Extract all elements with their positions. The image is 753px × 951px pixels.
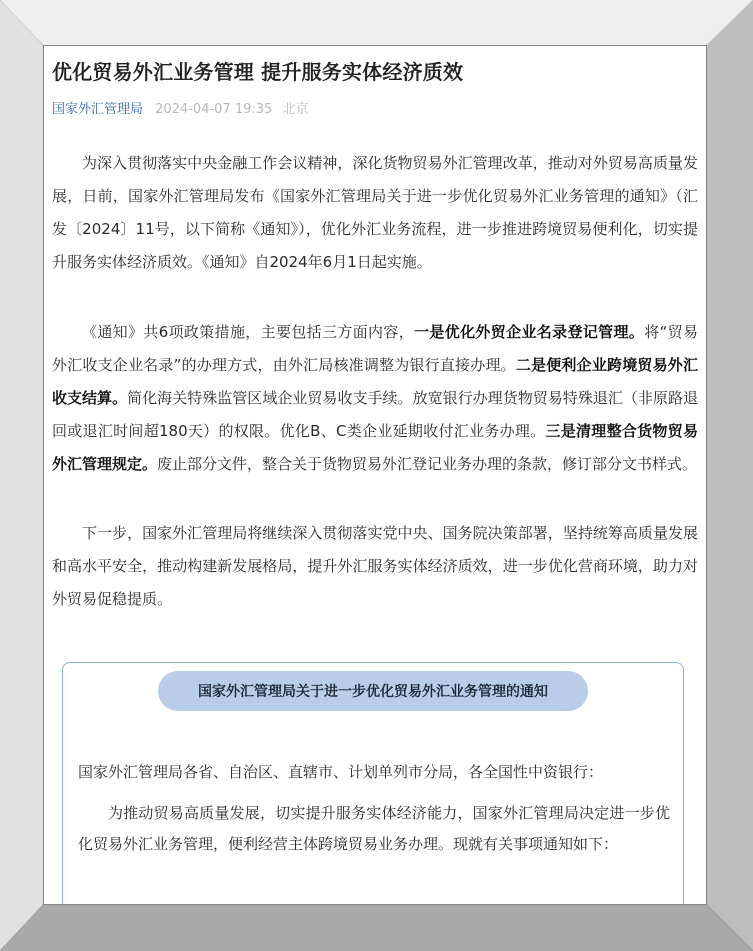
article-meta — [52, 98, 308, 117]
notice-title: 国家外汇管理局关于进一步优化贸易外汇业务管理的通知 — [158, 671, 588, 711]
article-paragraph-3: 下一步，国家外汇管理局将继续深入贯彻落实党中央、国务院决策部署，坚持统筹高质量发展和高水平安全，推动构建新发展格局，提升外汇服务实体经济质效，进一步优化营商环境，助力对外贸易促稳提质。 — [52, 524, 698, 608]
paragraph-2-text-1: 《通知》共6项政策措施，主要包括三方面内容， — [82, 323, 415, 341]
notice-box — [62, 662, 684, 904]
article-paragraph-2 — [52, 316, 698, 481]
article-page — [44, 46, 706, 904]
point-3-heading: 三是清理整合货物贸易外汇管理规定。 — [52, 422, 698, 473]
article-location: 北京 — [282, 102, 309, 117]
paragraph-2-text-3: 简化海关特殊监管区域企业贸易收支手续。放宽银行办理货物贸易特殊退汇（非原路退回或退汇时间超180天）的权限。优化B、C类企业延期收付汇业务办理。 — [52, 389, 698, 440]
point-1-heading: 一是优化外贸企业名录登记管理。 — [414, 323, 645, 341]
notice-body: 为推动贸易高质量发展，切实提升服务实体经济能力，国家外汇管理局决定进一步优化贸易外汇业务管理，便利经营主体跨境贸易业务办理。现就有关事项通知如下： — [78, 804, 670, 853]
point-2-heading: 二是便利企业跨境贸易外汇收支结算。 — [52, 356, 698, 407]
paragraph-2-text-2: 将“贸易外汇收支企业名录”的办理方式，由外汇局核准调整为银行直接办理。 — [52, 323, 698, 374]
article-title: 优化贸易外汇业务管理 提升服务实体经济质效 — [52, 60, 464, 84]
article-source-link[interactable]: 国家外汇管理局 — [52, 102, 144, 117]
paragraph-2-text-4: 废止部分文件，整合关于货物贸易外汇登记业务办理的条款，修订部分文书样式。 — [157, 455, 698, 473]
article-datetime: 2024-04-07 19:35 — [155, 102, 273, 117]
notice-addressee: 国家外汇管理局各省、自治区、直辖市、计划单列市分局，各全国性中资银行： — [78, 763, 604, 781]
article-paragraph-1: 为深入贯彻落实中央金融工作会议精神，深化货物贸易外汇管理改革，推动对外贸易高质量发展，日前，国家外汇管理局发布《国家外汇管理局关于进一步优化贸易外汇业务管理的通知》（汇发〔2024〕11号，以下简称《通知》），优化外汇业务流程，进一步推进跨境贸易便利化，切实提升服务实体经济质效。《通知》自2024年6月1日起实施。 — [52, 154, 698, 271]
